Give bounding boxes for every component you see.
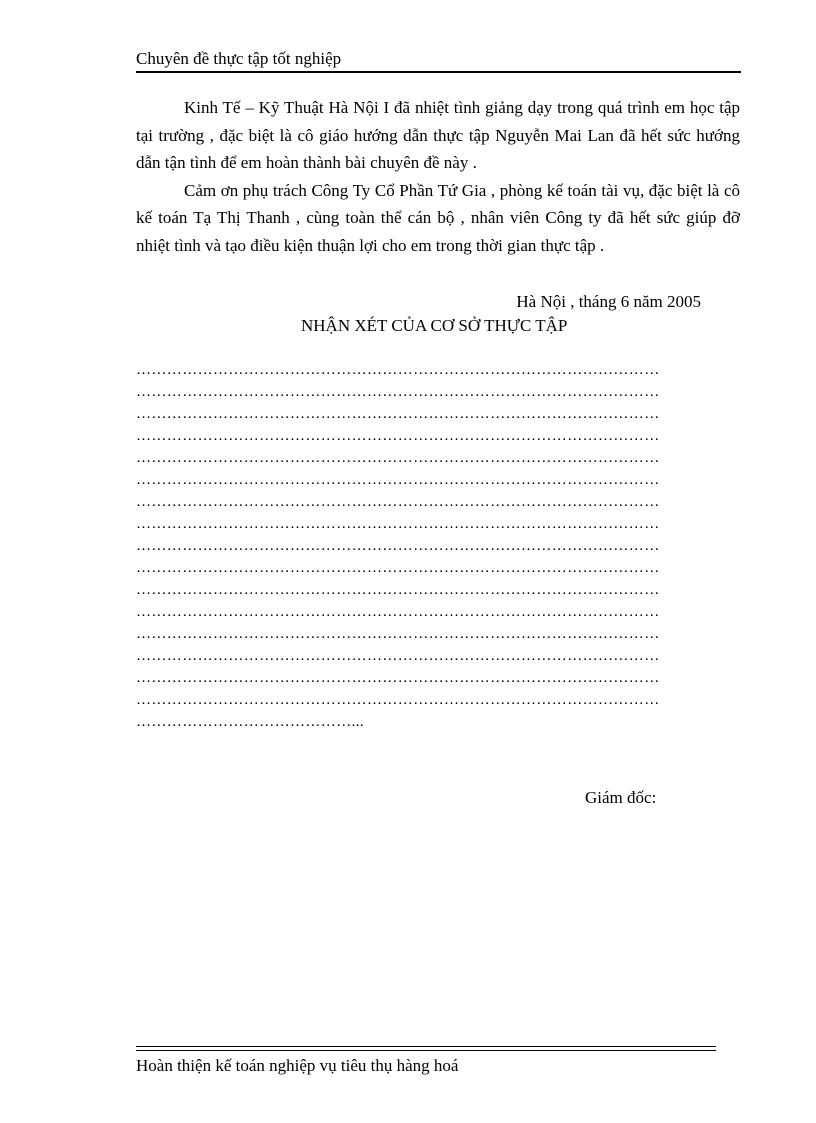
dotted-line: …………………………………………………………………………………………: [136, 384, 660, 400]
dotted-line: …………………………………………………………………………………………: [136, 626, 660, 642]
header-title: Chuyên đề thực tập tốt nghiệp: [136, 49, 342, 68]
page-footer: [136, 1054, 458, 1078]
dotted-line: …………………………………………………………………………………………: [136, 670, 660, 686]
paragraph-acknowledgement-company: Cảm ơn phụ trách Công Ty Cổ Phần Tứ Gia , phòng kế toán tài vụ, đặc biệt là cô kế toán Tạ Thị Thanh , cùng toàn thể cán bộ , nhân viên Công ty đã hết sức giúp đỡ nhiệt tình và tạo điều kiện thuận lợi cho em trong thời gian thực tập .: [136, 180, 740, 255]
dotted-line-last: ……………………………………...: [136, 714, 365, 730]
footer-divider: [136, 1046, 716, 1051]
footer-text: Hoàn thiện kế toán nghiệp vụ tiêu thụ hàng hoá: [136, 1056, 459, 1075]
dotted-line: …………………………………………………………………………………………: [136, 604, 660, 620]
dotted-line: …………………………………………………………………………………………: [136, 428, 660, 444]
paragraph-acknowledgement-school: Kinh Tế – Kỹ Thuật Hà Nội I đã nhiệt tình giảng dạy trong quá trình em học tập tại trường , đặc biệt là cô giáo hướng dẫn thực tập Nguyễn Mai Lan đã hết sức hướng dẫn tận tình để em hoàn thành bài chuyên đề này .: [136, 98, 740, 172]
signature-label: Giám đốc:: [585, 788, 657, 807]
dotted-line: …………………………………………………………………………………………: [136, 450, 660, 466]
dotted-line: …………………………………………………………………………………………: [136, 538, 660, 554]
dotted-line: …………………………………………………………………………………………: [136, 494, 660, 510]
dotted-line: …………………………………………………………………………………………: [136, 472, 660, 488]
page-header: [136, 48, 741, 73]
comment-dotted-lines: [136, 359, 736, 733]
dotted-line: …………………………………………………………………………………………: [136, 516, 660, 532]
body-text: [136, 94, 740, 259]
dotted-line: …………………………………………………………………………………………: [136, 648, 660, 664]
date-line: Hà Nội , tháng 6 năm 2005: [516, 292, 701, 311]
section-title-text: NHẬN XÉT CỦA CƠ SỞ THỰC TẬP: [301, 316, 568, 335]
dotted-line: …………………………………………………………………………………………: [136, 406, 660, 422]
dotted-line: …………………………………………………………………………………………: [136, 692, 660, 708]
dotted-line: …………………………………………………………………………………………: [136, 582, 660, 598]
dotted-line: …………………………………………………………………………………………: [136, 362, 660, 378]
dotted-line: …………………………………………………………………………………………: [136, 560, 660, 576]
